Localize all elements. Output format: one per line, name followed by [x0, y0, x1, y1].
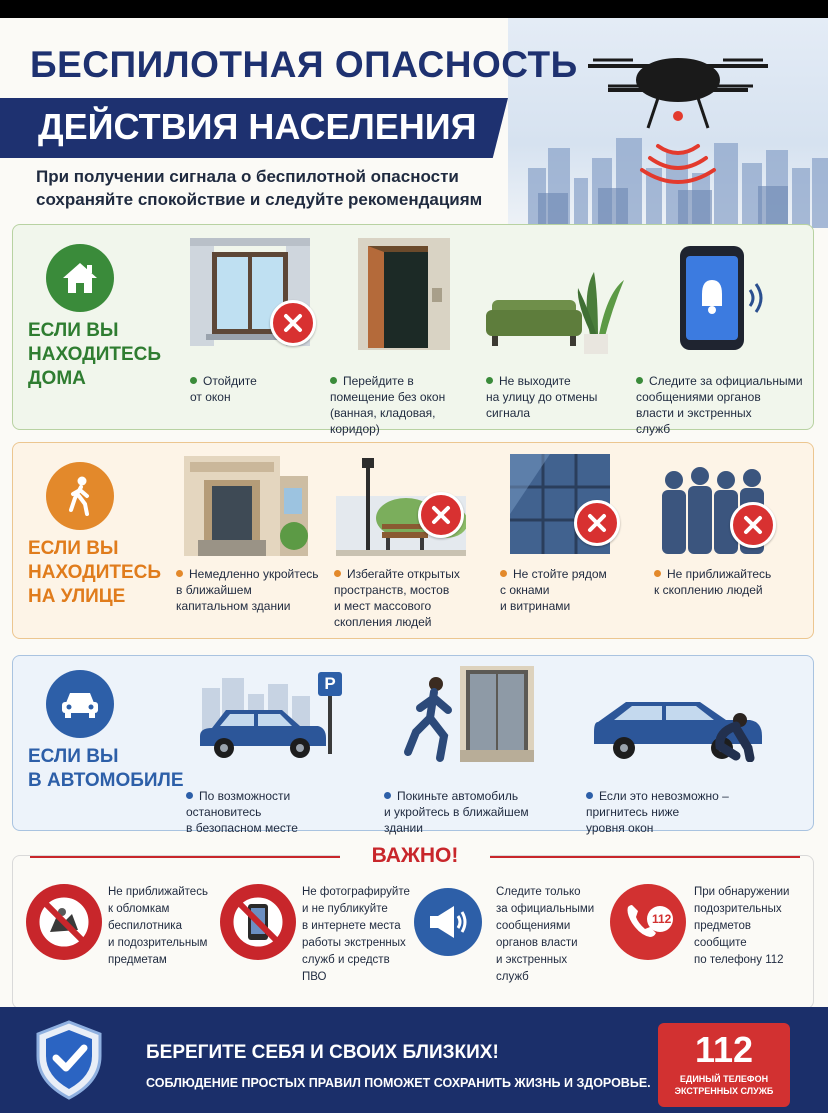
important-heading: ВАЖНО!	[340, 844, 490, 868]
footer-subtitle: СОБЛЮДЕНИЕ ПРОСТЫХ ПРАВИЛ ПОМОЖЕТ СОХРАНИТЬ ЖИЗНЬ И ЗДОРОВЬЕ.	[146, 1076, 651, 1090]
megaphone-icon	[414, 888, 482, 956]
bullet-dot	[384, 792, 391, 799]
no-debris-icon	[26, 884, 102, 960]
street-item-1	[176, 566, 336, 614]
emergency-number: 112	[694, 1029, 754, 1070]
bullet-dot	[176, 570, 183, 577]
divider-line	[30, 856, 340, 858]
home-item-2	[330, 373, 480, 437]
home-item-3	[486, 373, 636, 421]
phone-112-icon	[610, 884, 686, 960]
car-item-2-text: Покиньте автомобиль и укройтесь в ближайшем здании	[384, 789, 529, 835]
bullet-dot	[586, 792, 593, 799]
bullet-dot	[500, 570, 507, 577]
parking-sign-icon: P	[318, 672, 342, 696]
home-item-4	[636, 373, 816, 437]
page-subtitle-banner: ДЕЙСТВИЯ НАСЕЛЕНИЯ	[38, 106, 477, 147]
bullet-dot	[334, 570, 341, 577]
street-item-4	[654, 566, 814, 598]
home-item-3-text: Не выходите на улицу до отмены сигнала	[486, 374, 598, 420]
intro-text: При получении сигнала о беспилотной опасности сохраняйте спокойствие и следуйте рекомендациям	[36, 167, 483, 209]
running-person-icon	[400, 666, 540, 771]
divider-line	[490, 856, 800, 858]
bullet-dot	[636, 377, 643, 384]
bullet-dot	[330, 377, 337, 384]
home-item-1-text: Отойдите от окон	[190, 374, 257, 404]
page-title: БЕСПИЛОТНАЯ ОПАСНОСТЬ	[30, 44, 578, 85]
phone-112-label: 112	[652, 912, 672, 926]
car-section-label: ЕСЛИ ВЫ В АВТОМОБИЛЕ	[28, 746, 184, 791]
street-item-4-text: Не приближайтесь к скоплению людей	[654, 567, 772, 597]
street-item-3-text: Не стойте рядом с окнами и витринами	[500, 567, 607, 613]
phone-alert-icon	[676, 246, 766, 355]
prohibited-x-icon	[574, 500, 620, 546]
bullet-dot	[186, 792, 193, 799]
car-item-1-text: По возможности остановитесь в безопасном месте	[186, 789, 298, 835]
important-item-4-text: При обнаружении подозрительных предметов сообщите по телефону 112	[694, 886, 790, 966]
street-item-2	[334, 566, 494, 630]
street-section-label: ЕСЛИ ВЫ НАХОДИТЕСЬ НА УЛИЦЕ	[28, 538, 161, 607]
car-item-1	[186, 788, 346, 836]
prohibited-x-icon	[730, 502, 776, 548]
car-item-3-text: Если это невозможно – пригнитесь ниже уровня окон	[586, 789, 729, 835]
street-item-2-text: Избегайте открытых пространств, мостов и мест массового скопления людей	[334, 567, 460, 629]
footer-title: БЕРЕГИТЕ СЕБЯ И СВОИХ БЛИЗКИХ!	[146, 1042, 499, 1063]
crouching-person-icon	[590, 678, 770, 767]
house-icon	[46, 244, 114, 312]
emergency-number-badge	[658, 1023, 790, 1107]
shield-check-icon	[34, 1020, 104, 1105]
prohibited-x-icon	[270, 300, 316, 346]
car-icon	[46, 670, 114, 738]
street-item-1-text: Немедленно укройтесь в ближайшем капитальном здании	[176, 567, 319, 613]
home-item-4-text: Следите за официальными сообщениями органов власти и экстренных служб	[636, 374, 803, 436]
bullet-dot	[190, 377, 197, 384]
infographic-page	[0, 18, 828, 1113]
street-item-3	[500, 566, 640, 614]
door-icon	[358, 238, 450, 355]
emergency-caption: ЕДИНЫЙ ТЕЛЕФОН ЭКСТРЕННЫХ СЛУЖБ	[674, 1074, 774, 1096]
home-item-2-text: Перейдите в помещение без окон (ванная, кладовая, коридор)	[330, 374, 446, 436]
prohibited-x-icon	[418, 492, 464, 538]
bullet-dot	[486, 377, 493, 384]
bullet-dot	[654, 570, 661, 577]
no-photo-icon	[220, 884, 296, 960]
sofa-icon	[486, 254, 626, 359]
building-icon	[184, 456, 308, 561]
car-item-2	[384, 788, 574, 836]
important-item-3-text: Следите только за официальными сообщениями органов власти и экстренных служб	[496, 886, 595, 983]
important-item-1-text: Не приближайтесь к обломкам беспилотника и подозрительным предметам	[108, 886, 208, 966]
important-item-2-text: Не фотографируйте и не публикуйте в интернете места работы экстренных служб и средств ПВО	[302, 886, 410, 983]
home-item-1	[190, 373, 340, 405]
car-item-3	[586, 788, 786, 836]
walking-person-icon	[46, 462, 114, 530]
home-section-label: ЕСЛИ ВЫ НАХОДИТЕСЬ ДОМА	[28, 320, 161, 389]
